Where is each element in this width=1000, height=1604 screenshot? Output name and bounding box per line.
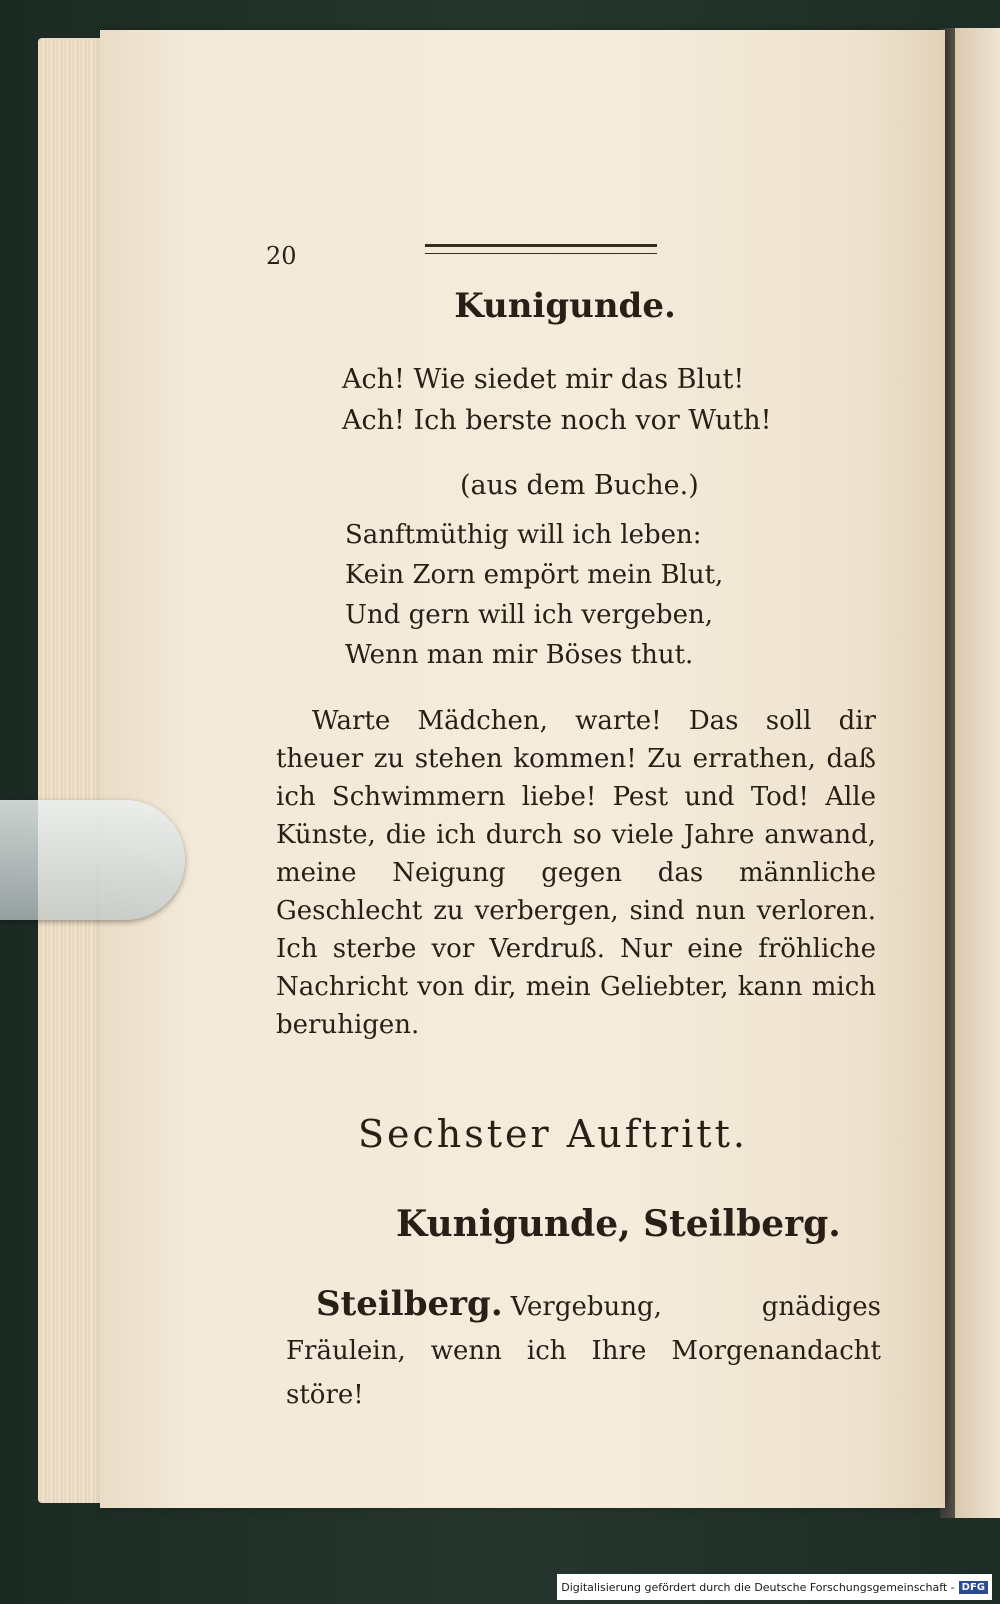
verse-line: Ach! Ich berste noch vor Wuth!: [342, 405, 772, 436]
verse-line: Ach! Wie siedet mir das Blut!: [342, 364, 745, 395]
header-rule: [425, 244, 657, 254]
dialogue-block: [286, 1282, 881, 1417]
dfg-logo-icon: DFG: [959, 1581, 988, 1594]
footer-credit: [557, 1574, 992, 1600]
scene-heading: Sechster Auftritt.: [358, 1112, 748, 1156]
quote-line: Sanftmüthig will ich leben:: [345, 520, 702, 550]
prose-text: Warte Mädchen, warte! Das soll dir theuer zu stehen kommen! Zu errathen, daß ich Schwimmern liebe! Pest und Tod! Alle Künste, die ich durch so viele Jahre anwand, meine Neigung gegen das männliche Geschlecht zu verbergen, sind nun verloren. Ich sterbe vor Verdruß. Nur eine fröhliche Nachricht von dir, mein Geliebter, kann mich beruhigen.: [276, 706, 876, 1040]
page-number: 20: [266, 242, 297, 270]
prose-paragraph: [276, 702, 876, 1044]
facing-page-edge: [955, 28, 1000, 1518]
page-stack-edges: [38, 38, 108, 1503]
footer-text: Digitalisierung gefördert durch die Deutsche Forschungsgemeinschaft -: [561, 1580, 955, 1594]
quote-line: Wenn man mir Böses thut.: [345, 640, 694, 670]
scene-persons: Kunigunde, Steilberg.: [396, 1203, 841, 1245]
speaker-heading: Kunigunde.: [454, 286, 676, 326]
quote-source-note: (aus dem Buche.): [460, 470, 699, 501]
quote-line: Kein Zorn empört mein Blut,: [345, 560, 724, 590]
dialogue-speaker: Steilberg.: [316, 1284, 503, 1324]
page-marker-clip: [0, 800, 185, 920]
dialogue-text: Vergebung, gnädiges Fräulein, wenn ich Ihre Morgenandacht störe!: [286, 1292, 881, 1410]
quote-line: Und gern will ich vergeben,: [345, 600, 713, 630]
